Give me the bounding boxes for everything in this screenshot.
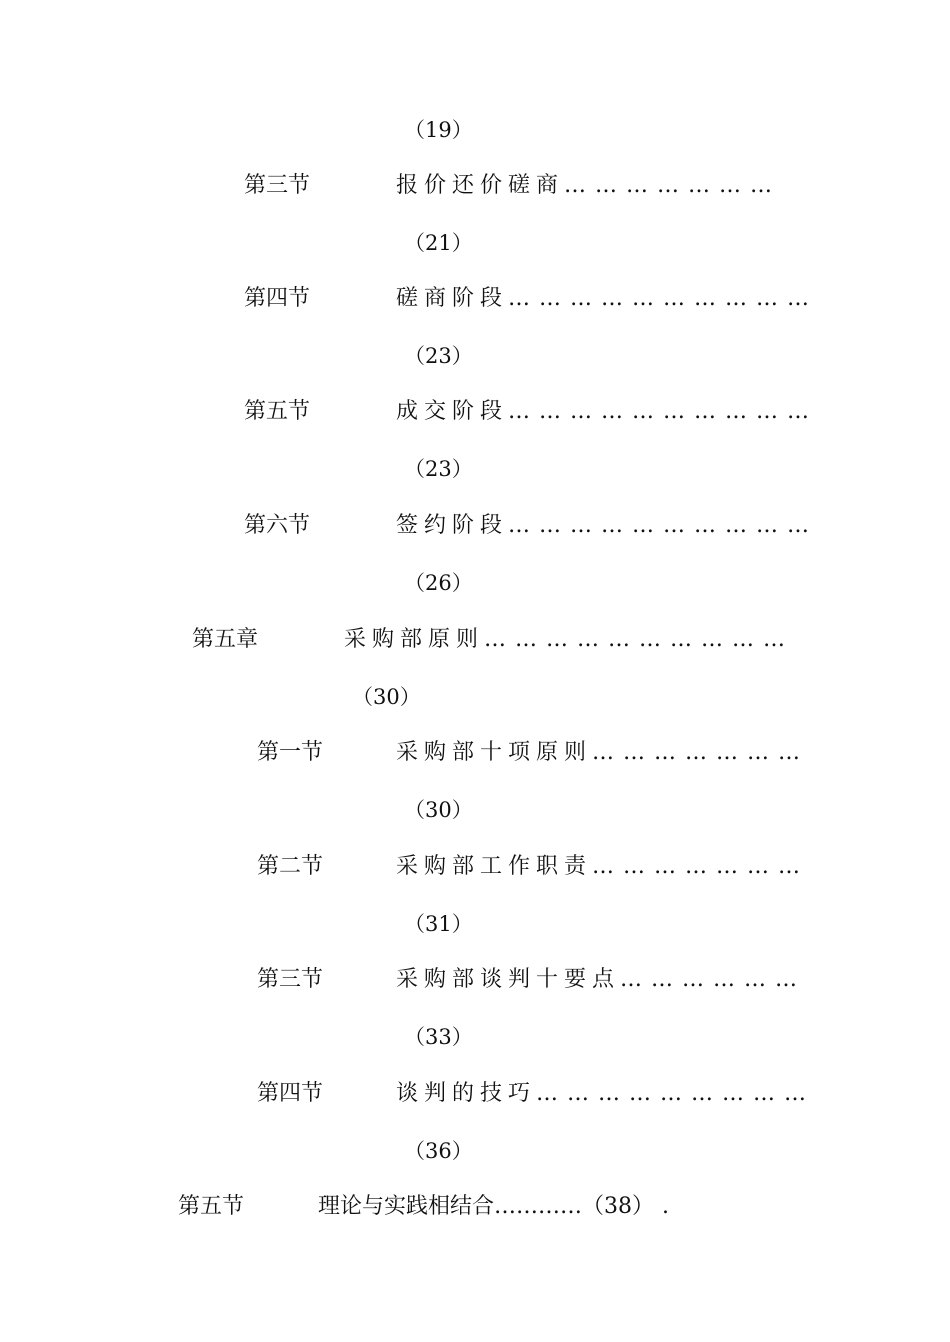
toc-entry-title: 采购部工作职责 (396, 854, 593, 879)
toc-entry-title-line (396, 172, 773, 200)
toc-page-number: （31） (404, 912, 473, 936)
toc-entry-title-line (396, 966, 798, 994)
toc-leader-dots: … … … … … … … (564, 173, 773, 198)
toc-section-label: 第五节 (244, 399, 311, 424)
toc-chapter-label: 第五章 (192, 627, 259, 652)
toc-entry-title-line (396, 853, 801, 881)
toc-leader-dots: … … … … … … (620, 967, 798, 992)
toc-leader-dots: … … … … … … … (592, 740, 801, 765)
toc-leader-dots: … … … … … … … (592, 854, 801, 879)
toc-leader-dots: ………… (494, 1194, 583, 1219)
toc-section-label: 第二节 (257, 854, 324, 879)
toc-entry-title: 成交阶段 (396, 399, 509, 424)
toc-entry-title-line (396, 1080, 807, 1108)
toc-chapter-title-line (344, 626, 786, 654)
toc-leader-dots: … … … … … … … … … … (484, 627, 786, 652)
toc-section-label: 第一节 (257, 740, 324, 765)
toc-leader-dots: … … … … … … … … … (536, 1081, 807, 1106)
trailing-period: . (662, 1194, 670, 1219)
toc-entry-title: 采购部十项原则 (396, 740, 593, 765)
toc-chapter-title: 采购部原则 (344, 627, 485, 652)
toc-page-number: （21） (404, 231, 473, 255)
toc-page-number: （26） (404, 571, 473, 595)
toc-page-number: （33） (404, 1025, 473, 1049)
toc-entry-title-line (396, 512, 810, 540)
toc-leader-dots: … … … … … … … … … … (508, 286, 810, 311)
toc-page-number: （30） (404, 798, 473, 822)
toc-section-label: 第四节 (244, 286, 311, 311)
toc-entry-title-line (396, 739, 801, 767)
toc-entry-title-line (318, 1193, 669, 1221)
toc-entry-title-line (396, 285, 810, 313)
toc-entry-title: 签约阶段 (396, 513, 509, 538)
toc-page-number: （30） (352, 685, 421, 709)
toc-section-label: 第五节 (178, 1194, 245, 1219)
toc-section-label: 第四节 (257, 1081, 324, 1106)
toc-leader-dots: … … … … … … … … … … (508, 399, 810, 424)
toc-section-label: 第六节 (244, 513, 311, 538)
toc-page-number: （23） (404, 344, 473, 368)
toc-page-number: （36） (404, 1139, 473, 1163)
toc-entry-title: 磋商阶段 (396, 286, 509, 311)
toc-entry-title: 采购部谈判十要点 (396, 967, 621, 992)
toc-page-number: （23） (404, 457, 473, 481)
toc-entry-title: 理论与实践相结合 (318, 1194, 495, 1219)
toc-page-number: （19） (404, 118, 473, 142)
toc-section-label: 第三节 (244, 173, 311, 198)
toc-leader-dots: … … … … … … … … … … (508, 513, 810, 538)
toc-entry-title: 谈判的技巧 (396, 1081, 537, 1106)
toc-entry-title-line (396, 398, 810, 426)
toc-entry-title: 报价还价磋商 (396, 173, 565, 198)
toc-section-label: 第三节 (257, 967, 324, 992)
toc-page-number: （38） (582, 1194, 655, 1219)
